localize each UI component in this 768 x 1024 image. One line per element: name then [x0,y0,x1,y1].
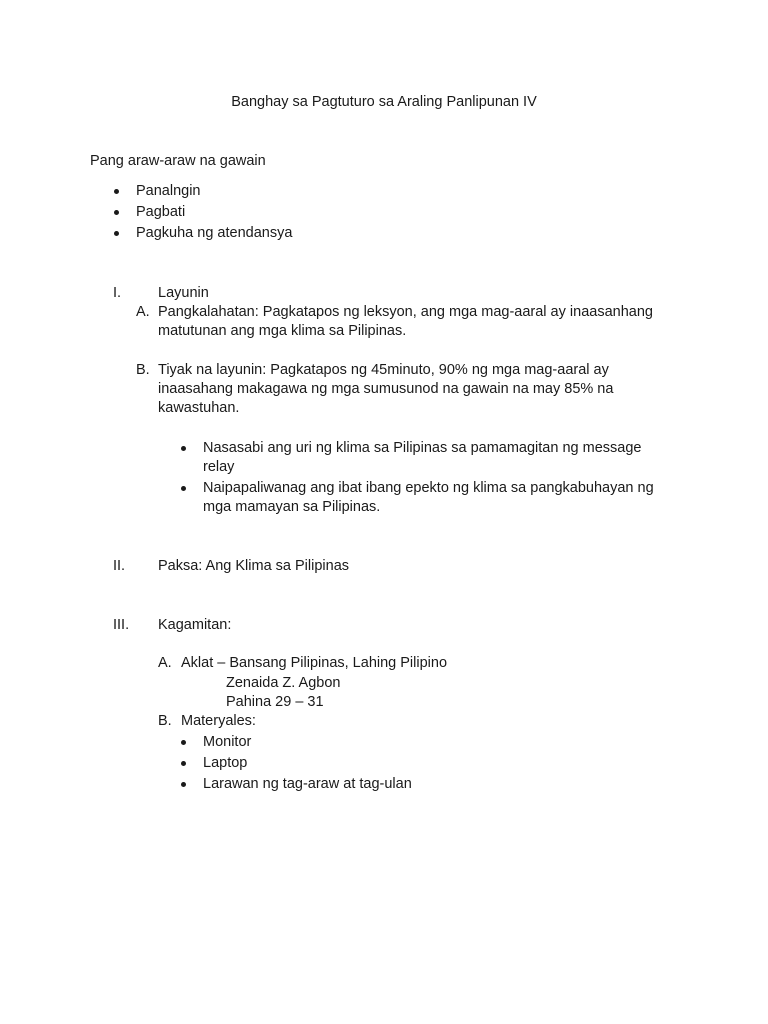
section-numeral: III. [113,617,130,633]
objective-item-line: Nasasabi ang uri ng klima sa Pilipinas sa pamamagitan ng message [203,440,642,456]
bullet-dot [114,231,119,236]
material-item: Laptop [203,755,248,771]
book-pages: Pahina 29 – 31 [226,694,324,710]
bullet-dot [181,782,186,787]
daily-item: Pagkuha ng atendansya [136,225,293,241]
daily-item: Pagbati [136,204,186,220]
item-letter: A. [136,304,150,320]
objective-specific-line: kawastuhan. [158,400,240,416]
objective-item-line: mga mamayan sa Pilipinas. [203,499,381,515]
objective-item-line: relay [203,459,235,475]
document-title: Banghay sa Pagtuturo sa Araling Panlipunan IV [231,94,537,110]
bullet-dot [181,761,186,766]
section-numeral: II. [113,558,126,574]
objective-specific-line: Tiyak na layunin: Pagkatapos ng 45minuto, 90% ng mga mag-aaral ay [158,362,609,378]
objective-item-line: Naipapaliwanag ang ibat ibang epekto ng klima sa pangkabuhayan ng [203,480,654,496]
item-letter: B. [136,362,150,378]
material-item: Monitor [203,734,252,750]
section-heading: Layunin [158,285,209,301]
bullet-dot [181,740,186,745]
daily-heading: Pang araw-araw na gawain [90,153,266,169]
daily-item: Panalngin [136,183,201,199]
item-letter: B. [158,713,172,729]
section-heading: Kagamitan: [158,617,232,633]
section-numeral: I. [113,285,122,301]
objective-specific-line: inaasahang makagawa ng mga sumusunod na gawain na may 85% na [158,381,614,397]
objective-general-line: matutunan ang mga klima sa Pilipinas. [158,323,407,339]
book-title: Aklat – Bansang Pilipinas, Lahing Pilipino [181,655,448,671]
bullet-dot [114,210,119,215]
bullet-dot [114,189,119,194]
material-item: Larawan ng tag-araw at tag-ulan [203,776,412,792]
objective-general-line: Pangkalahatan: Pagkatapos ng leksyon, ang mga mag-aaral ay inaasanhang [158,304,653,320]
bullet-dot [181,486,186,491]
materials-heading: Materyales: [181,713,256,729]
bullet-dot [181,446,186,451]
section-heading: Paksa: Ang Klima sa Pilipinas [158,558,350,574]
item-letter: A. [158,655,172,671]
book-author: Zenaida Z. Agbon [226,675,341,691]
